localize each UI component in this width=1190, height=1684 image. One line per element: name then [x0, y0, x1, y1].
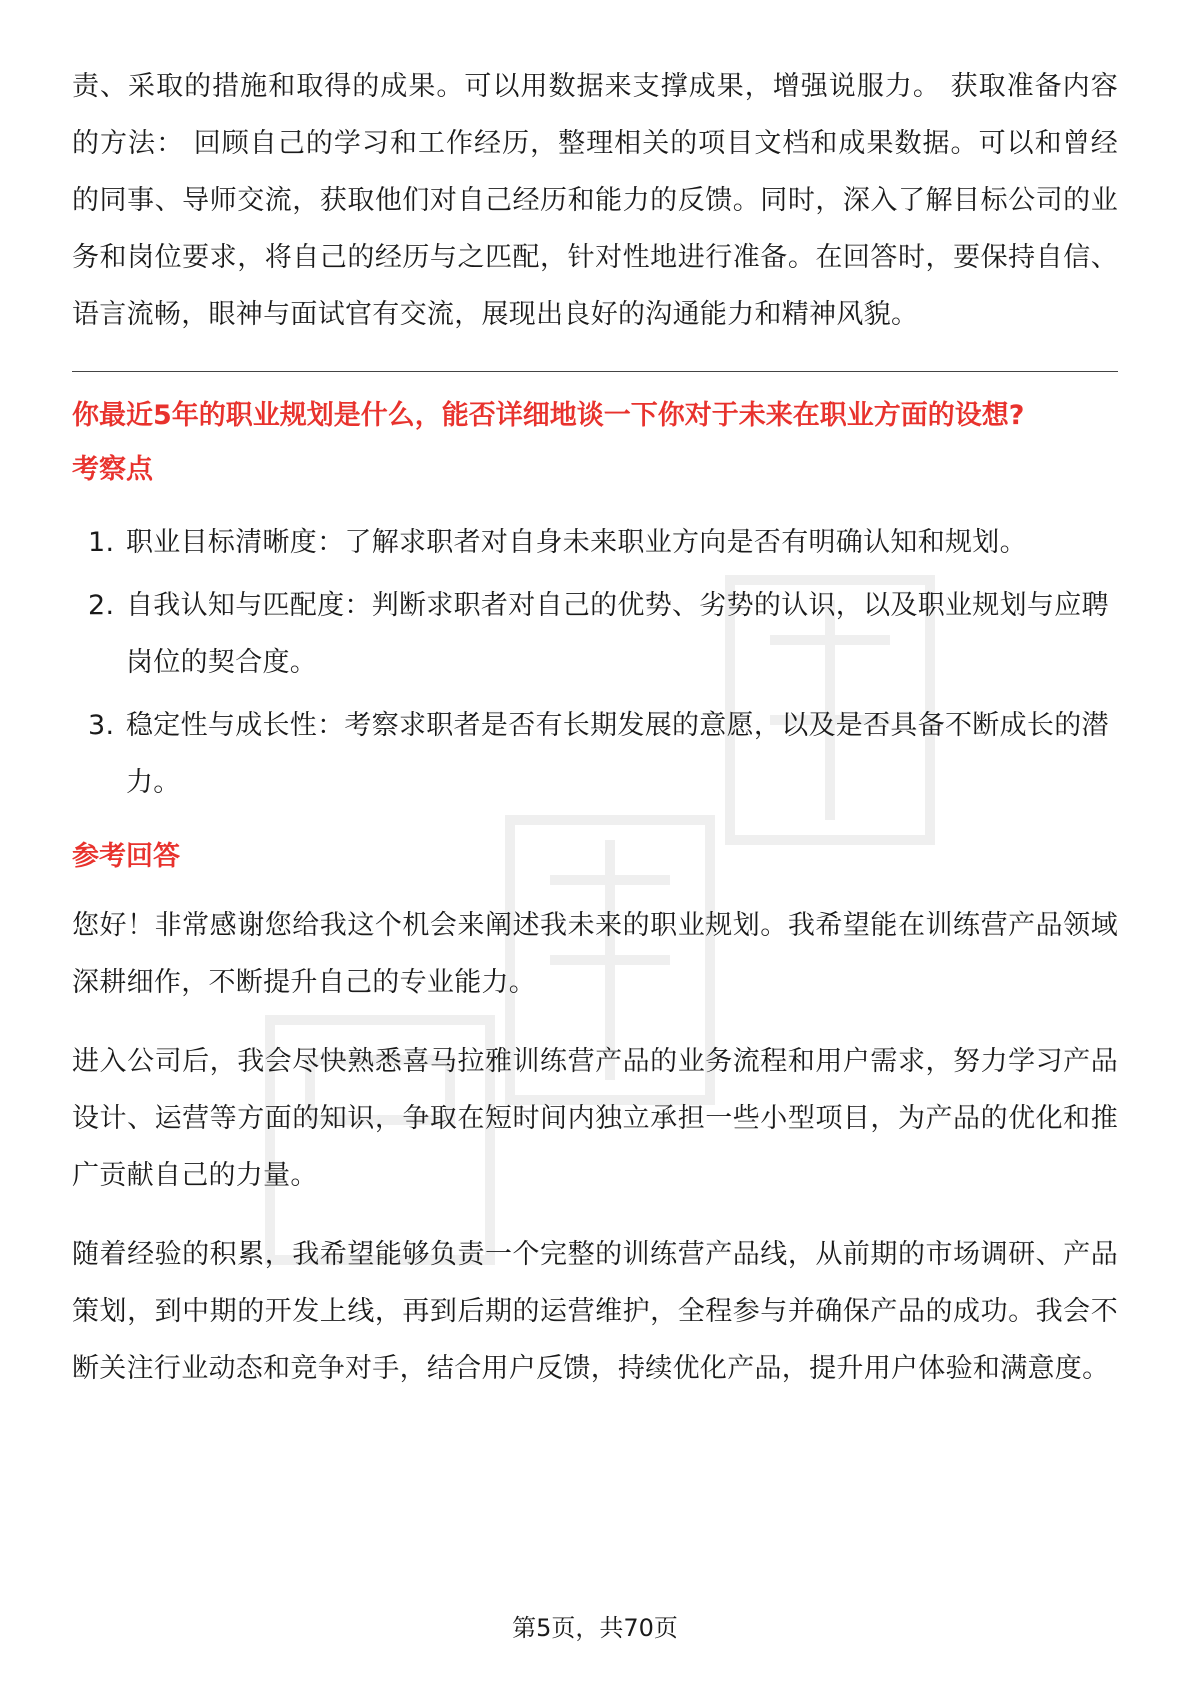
check-points-title: 考察点	[72, 454, 153, 485]
section-divider	[72, 371, 1118, 372]
reference-answer-title: 参考回答	[72, 841, 180, 872]
list-item-text: 稳定性与成长性：考察求职者是否有长期发展的意愿，以及是否具备不断成长的潜力。	[126, 710, 1109, 798]
answer-paragraph: 随着经验的积累，我希望能够负责一个完整的训练营产品线，从前期的市场调研、产品策划，到中期的开发上线，再到后期的运营维护，全程参与并确保产品的成功。我会不断关注行业动态和竞争对手，结合用户反馈，持续优化产品，提升用户体验和满意度。	[72, 1239, 1118, 1384]
check-points-list	[72, 514, 1118, 811]
list-item	[72, 514, 1118, 571]
list-item-text: 自我认知与匹配度：判断求职者对自己的优势、劣势的认识，以及职业规划与应聘岗位的契合度。	[126, 590, 1109, 678]
list-item-number: 2.	[88, 590, 115, 621]
list-item-text: 职业目标清晰度：了解求职者对自身未来职业方向是否有明确认知和规划。	[126, 527, 1027, 558]
intro-paragraph: 责、采取的措施和取得的成果。可以用数据来支撑成果，增强说服力。 获取准备内容的方法： 回顾自己的学习和工作经历，整理相关的项目文档和成果数据。可以和曾经的同事、导师交流，获取他们对自己经历和能力的反馈。同时，深入了解目标公司的业务和岗位要求，将自己的经历与之匹配，针对性地进行准备。在回答时，要保持自信、语言流畅，眼神与面试官有交流，展现出良好的沟通能力和精神风貌。	[72, 71, 1118, 330]
list-item-number: 3.	[88, 710, 115, 741]
question-heading: 你最近5年的职业规划是什么，能否详细地谈一下你对于未来在职业方面的设想?	[72, 400, 1025, 431]
list-item	[72, 577, 1118, 691]
list-item	[72, 697, 1118, 811]
list-item-number: 1.	[88, 527, 115, 558]
page-footer: 第5页，共70页	[512, 1614, 678, 1642]
page-content	[72, 58, 1118, 1397]
answer-paragraph: 您好！非常感谢您给我这个机会来阐述我未来的职业规划。我希望能在训练营产品领域深耕细作，不断提升自己的专业能力。	[72, 910, 1118, 998]
reference-answer-body	[72, 897, 1118, 1397]
answer-paragraph: 进入公司后，我会尽快熟悉喜马拉雅训练营产品的业务流程和用户需求，努力学习产品设计、运营等方面的知识，争取在短时间内独立承担一些小型项目，为产品的优化和推广贡献自己的力量。	[72, 1046, 1118, 1191]
